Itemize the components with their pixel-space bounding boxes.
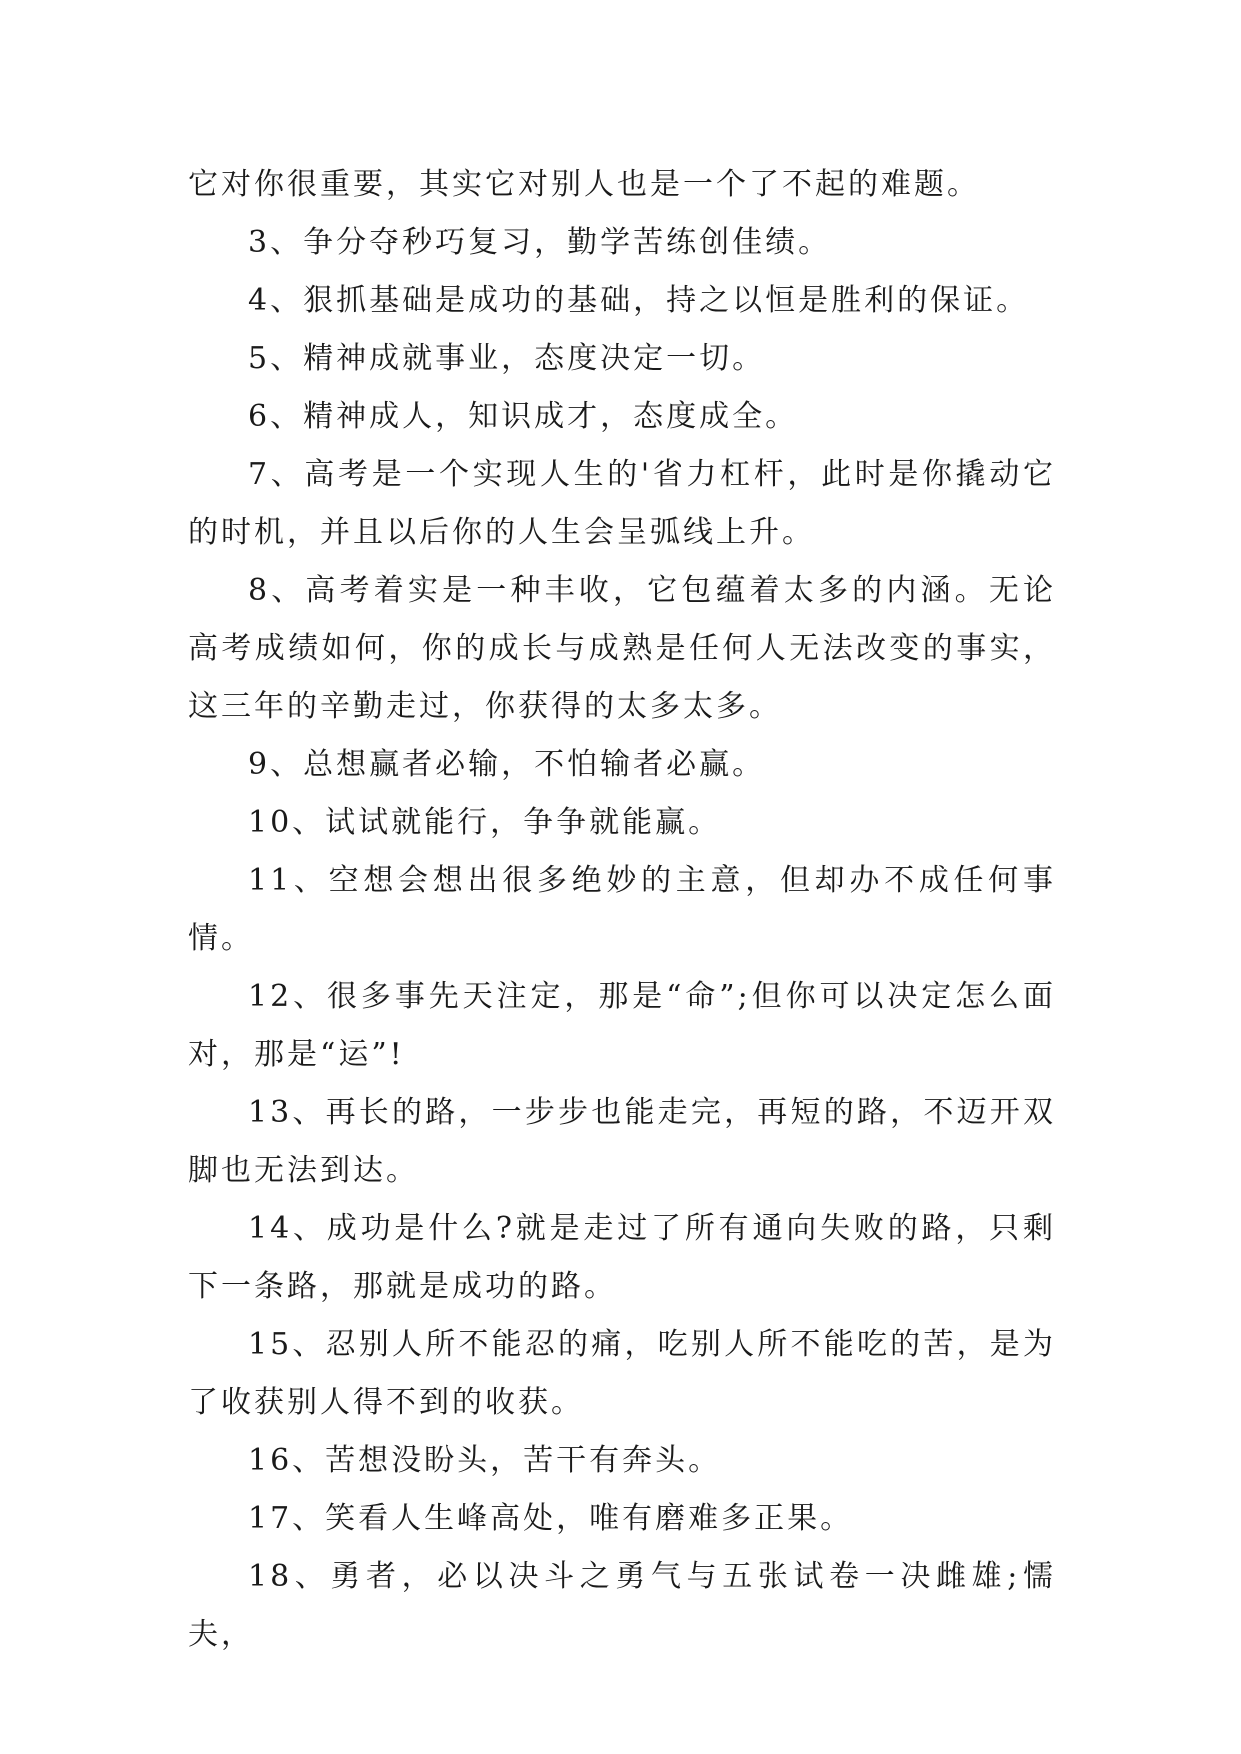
paragraph-item-8: 8、高考着实是一种丰收，它包蕴着太多的内涵。无论高考成绩如何，你的成长与成熟是任何人无法改变的事实，这三年的辛勤走过，你获得的太多太多。 (188, 573, 1056, 724)
paragraph-item-15: 15、忍别人所不能忍的痛，吃别人所不能吃的苦，是为了收获别人得不到的收获。 (188, 1327, 1056, 1420)
paragraph-item-17: 17、笑看人生峰高处，唯有磨难多正果。 (248, 1501, 854, 1536)
paragraph-item-11: 11、空想会想出很多绝妙的主意，但却办不成任何事情。 (188, 863, 1056, 956)
paragraph-continuation: 它对你很重要，其实它对别人也是一个了不起的难题。 (188, 167, 980, 202)
paragraph-item-16: 16、苦想没盼头，苦干有奔头。 (248, 1443, 722, 1478)
paragraph-item-14: 14、成功是什么?就是走过了所有通向失败的路，只剩下一条路，那就是成功的路。 (188, 1211, 1056, 1304)
paragraph-item-12: 12、很多事先天注定，那是“命”;但你可以决定怎么面对，那是“运”! (188, 979, 1056, 1072)
paragraph-item-4: 4、狠抓基础是成功的基础，持之以恒是胜利的保证。 (248, 283, 1030, 318)
paragraph-item-5: 5、精神成就事业，态度决定一切。 (248, 341, 766, 376)
paragraph-item-10: 10、试试就能行，争争就能赢。 (248, 805, 722, 840)
paragraph-item-13: 13、再长的路，一步步也能走完，再短的路，不迈开双脚也无法到达。 (188, 1095, 1056, 1188)
paragraph-item-6: 6、精神成人，知识成才，态度成全。 (248, 399, 799, 434)
paragraph-item-3: 3、争分夺秒巧复习，勤学苦练创佳绩。 (248, 225, 832, 260)
paragraph-item-18: 18、勇者，必以决斗之勇气与五张试卷一决雌雄;懦夫， (188, 1559, 1056, 1652)
document-body (188, 156, 1056, 1664)
paragraph-item-9: 9、总想赢者必输，不怕输者必赢。 (248, 747, 766, 782)
paragraph-item-7: 7、高考是一个实现人生的'省力杠杆，此时是你撬动它的时机，并且以后你的人生会呈弧线上升。 (188, 457, 1056, 550)
